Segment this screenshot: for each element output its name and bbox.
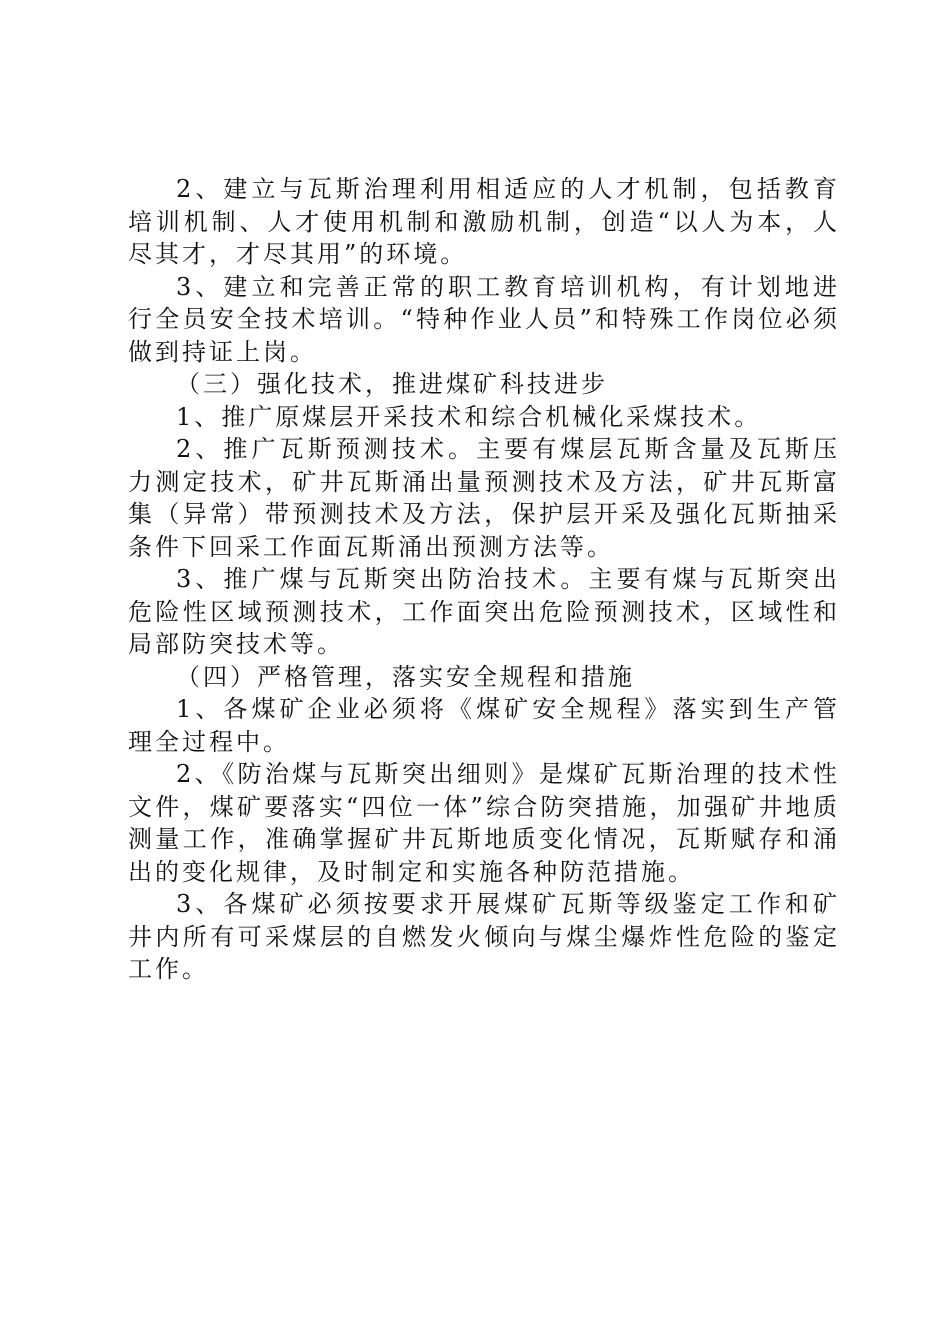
paragraph-mining-technology: 1、推广原煤层开采技术和综合机械化采煤技术。 — [176, 402, 762, 431]
paragraph-outburst-rules: 2、《防治煤与瓦斯突出细则》是煤矿瓦斯治理的技术性文件，煤矿要落实“四位一体”综合防突措施，加强矿井地质测量工作，准确掌握矿井瓦斯地质变化情况，瓦斯赋存和涌出的变化规律，及时制定和实施各种防范措施。 — [128, 760, 840, 886]
paragraph-training-institution: 3、建立和完善正常的职工教育培训机构，有计划地进行全员安全技术培训。“特种作业人员”和特殊工作岗位必须做到持证上岗。 — [128, 272, 840, 366]
section-heading-management: （四）严格管理，落实安全规程和措施 — [176, 662, 635, 691]
paragraph-talent-mechanism: 2、建立与瓦斯治理利用相适应的人才机制，包括教育培训机制、人才使用机制和激励机制，创造“以人为本，人尽其才，才尽其用”的环境。 — [128, 175, 840, 268]
paragraph-safety-regulations: 1、各煤矿企业必须将《煤矿安全规程》落实到生产管理全过程中。 — [128, 695, 840, 756]
paragraph-gas-prediction: 2、推广瓦斯预测技术。主要有煤层瓦斯含量及瓦斯压力测定技术，矿井瓦斯涌出量预测技术及方法，矿井瓦斯富集（异常）带预测技术及方法，保护层开采及强化瓦斯抽采条件下回采工作面瓦斯涌出预测方法等。 — [128, 435, 840, 561]
paragraph-gas-classification: 3、各煤矿必须按要求开展煤矿瓦斯等级鉴定工作和矿井内所有可采煤层的自燃发火倾向与煤尘爆炸性危险的鉴定工作。 — [128, 890, 840, 983]
paragraph-outburst-prevention: 3、推广煤与瓦斯突出防治技术。主要有煤与瓦斯突出危险性区域预测技术，工作面突出危险预测技术，区域性和局部防突技术等。 — [128, 565, 840, 658]
document-body — [128, 173, 840, 986]
section-heading-technology: （三）强化技术，推进煤矿科技进步 — [176, 370, 608, 398]
